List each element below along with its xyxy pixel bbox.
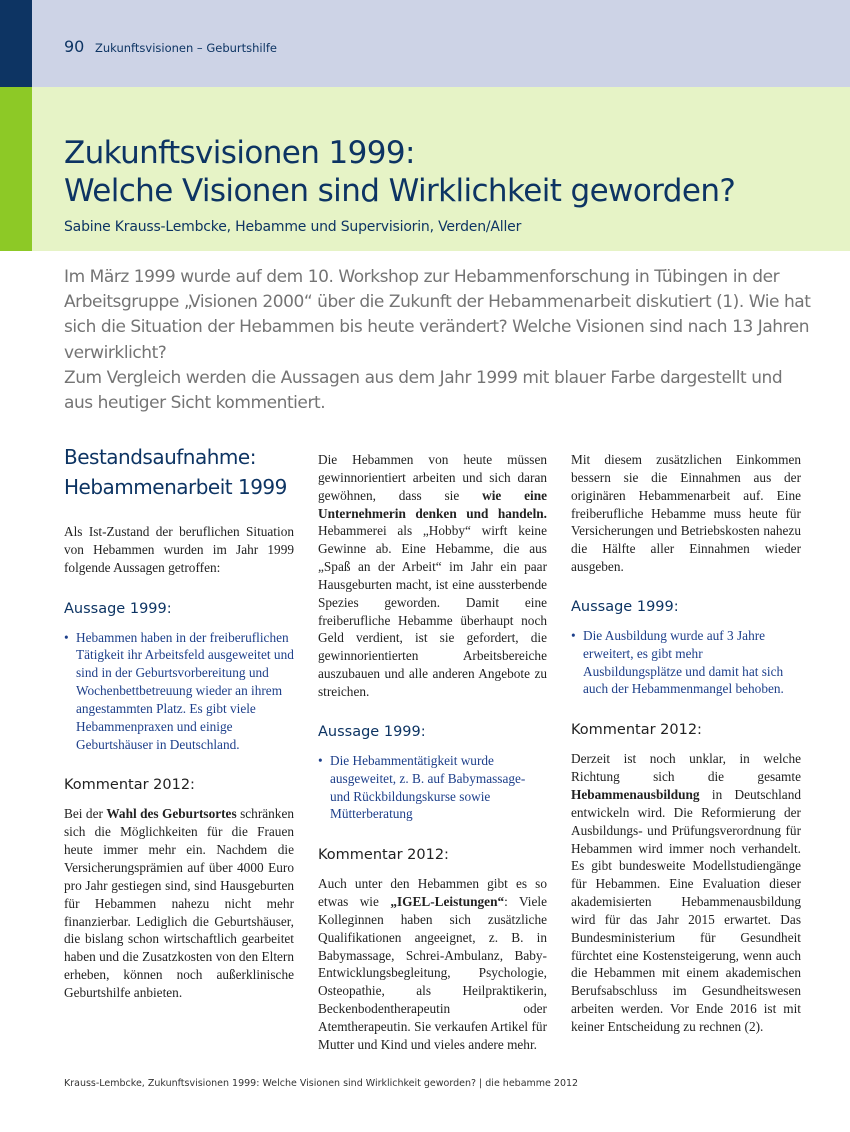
statement-text: Die Hebammentätigkeit wurde ausgeweitet, z. B. auf Babymassage- und Rückbildungskurse sowie Mütterberatung: [330, 752, 526, 822]
body-text: Hebammerei als „Hobby“ wirft keine Gewinne ab. Eine Hebamme, die aus „Spaß an der Arbeit“ im Jahr ein paar Hausgeburten macht, ist eine aussterbende Spezies geworden. Damit eine freiberufliche Hebamme überhaupt noch Geld verdient, ist sie gefordert, die gewinnorientierten Arbeitsbereiche auszubauen und alle anderen Angebote zu streichen.: [318, 523, 547, 699]
article-title-line-2: Welche Visionen sind Wirklichkeit geworden?: [64, 173, 736, 209]
page-number: 90: [64, 37, 85, 56]
comment-heading: Kommentar 2012:: [64, 777, 195, 794]
column-1: [64, 440, 294, 1002]
article-title-line-1: Zukunftsvisionen 1999:: [64, 135, 415, 171]
section-heading: [64, 442, 294, 502]
statement-bullet: [318, 752, 547, 823]
body-text: Die Hebammen von heute müssen gewinnorientiert arbeiten und sich daran gewöhnen, dass sie: [318, 452, 547, 503]
statement-bullet: [571, 627, 801, 698]
comment-paragraph: [571, 750, 801, 1036]
header-accent-bar: [0, 0, 32, 87]
comment-emphasis: „IGEL-Leistungen“: [390, 894, 505, 910]
title-accent-bar: [0, 87, 32, 251]
comment-text: : Viele Kolleginnen haben sich zusätzliche Qualifikationen angeeignet, z. B. in Babymassage, Schrei-Ambulanz, Baby-Entwicklungsbegleitung, Psychologie, Osteopathie, als Heilpraktikerin, Beckenbodentherapeutin oder Atemtherapeutin. Sie verkaufen Artikel für Mutter und Kind und vieles andere mehr.: [318, 894, 547, 1052]
statement-heading: Aussage 1999:: [571, 598, 679, 615]
comment-text: Auch unter den Hebammen gibt es so etwas wie: [318, 876, 547, 910]
comment-text: schränken sich die Möglichkeiten für die Frauen heute immer mehr ein. Nachdem die Versicherungsprämien auf über 4000 Euro pro Jahr gestiegen sind, sind Hausgeburten für Hebammen nahezu nicht mehr finanzierbar. Lediglich die Geburtshäuser, die bislang schon wirtschaftlich gearbeitet haben und die Zusatzkosten von den Eltern erheben, können noch außerklinische Geburtshilfe anbieten.: [64, 806, 294, 1000]
section-intro: Als Ist-Zustand der beruflichen Situation von Hebammen wurden im Jahr 1999 folgende Aussagen getroffen:: [64, 524, 294, 575]
bullet-dot-icon: •: [318, 752, 323, 768]
comment-heading: Kommentar 2012:: [571, 722, 702, 739]
bullet-dot-icon: •: [571, 627, 576, 643]
column-3: [571, 440, 801, 1036]
comment-paragraph: [318, 875, 547, 1053]
statement-text: Hebammen haben in der freiberuflichen Tätigkeit ihr Arbeitsfeld ausgeweitet und sind in der Geburtsvorbereitung und Wochenbettbetreuung wieder an ihrem angestammten Platz. Es gibt viele Hebammenpraxen und einige Geburtshäuser in Deutschland.: [76, 629, 294, 752]
statement-bullet: [64, 629, 294, 754]
comment-emphasis: Wahl des Geburtsortes: [106, 806, 237, 822]
body-emphasis: wie eine Unternehmerin denken und handeln.: [318, 487, 547, 521]
statement-text: Die Ausbildung wurde auf 3 Jahre erweitert, es gibt mehr Ausbildungsplätze und damit hat sich auch der Hebammenmangel behoben.: [583, 627, 784, 697]
column-2: [318, 440, 547, 1054]
intro-paragraph-2: Zum Vergleich werden die Aussagen aus dem Jahr 1999 mit blauer Farbe dargestellt und aus heutiger Sicht kommentiert.: [64, 367, 783, 414]
comment-text: Derzeit ist noch unklar, in welche Richtung sich die gesamte: [571, 751, 801, 785]
section-name: Zukunftsvisionen – Geburtshilfe: [95, 41, 277, 55]
bullet-dot-icon: •: [64, 629, 69, 645]
body-paragraph: [318, 451, 547, 701]
comment-paragraph: [64, 805, 294, 1001]
comment-heading: Kommentar 2012:: [318, 847, 449, 864]
comment-text: in Deutschland entwickeln wird. Die Reformierung der Ausbildungs- und Prüfungsverordnung für Hebammen wird immer noch verhandelt. Es gibt bundesweite Modellstudiengänge für Hebammen. Eine Evaluation dieser akademisierten Hebammenausbildung wird für das Jahr 2015 erwartet. Das Bundesministerium für Gesundheit fürchtet eine Kostensteigerung, wenn auch die Hebammen mit einem akademischen Berufsabschluss im Gesundheitswesen arbeiten werden. Vor Ende 2016 ist mit keiner Entscheidung zu rechnen (2).: [571, 786, 801, 1034]
article-author: Sabine Krauss-Lembcke, Hebamme und Supervisiorin, Verden/Aller: [64, 219, 522, 235]
article-intro: [64, 265, 814, 416]
section-heading-line-2: Hebammenarbeit 1999: [64, 475, 287, 499]
statement-heading: Aussage 1999:: [64, 600, 172, 617]
page-footer: Krauss-Lembcke, Zukunftsvisionen 1999: Welche Visionen sind Wirklichkeit geworden? | die hebamme 2012: [64, 1078, 579, 1089]
comment-emphasis: Hebammenausbildung: [571, 786, 700, 802]
section-heading-line-1: Bestandsaufnahme:: [64, 445, 256, 469]
body-paragraph: Mit diesem zusätzlichen Einkommen bessern sie die Einnahmen aus der originären Hebammenarbeit auf. Eine freiberufliche Hebamme muss heute für Versicherungen und Betriebskosten nahezu die Hälfte aller Einnahmen wieder ausgeben.: [571, 452, 801, 575]
intro-paragraph-1: Im März 1999 wurde auf dem 10. Workshop zur Hebammenforschung in Tübingen in der Arbeitsgruppe „Visionen 2000“ über die Zukunft der Hebammenarbeit diskutiert (1). Wie hat sich die Situation der Hebammen bis heute verändert? Welche Visionen sind nach 13 Jahren verwirklicht?: [64, 267, 811, 363]
comment-text: Bei der: [64, 806, 107, 822]
statement-heading: Aussage 1999:: [318, 723, 426, 740]
